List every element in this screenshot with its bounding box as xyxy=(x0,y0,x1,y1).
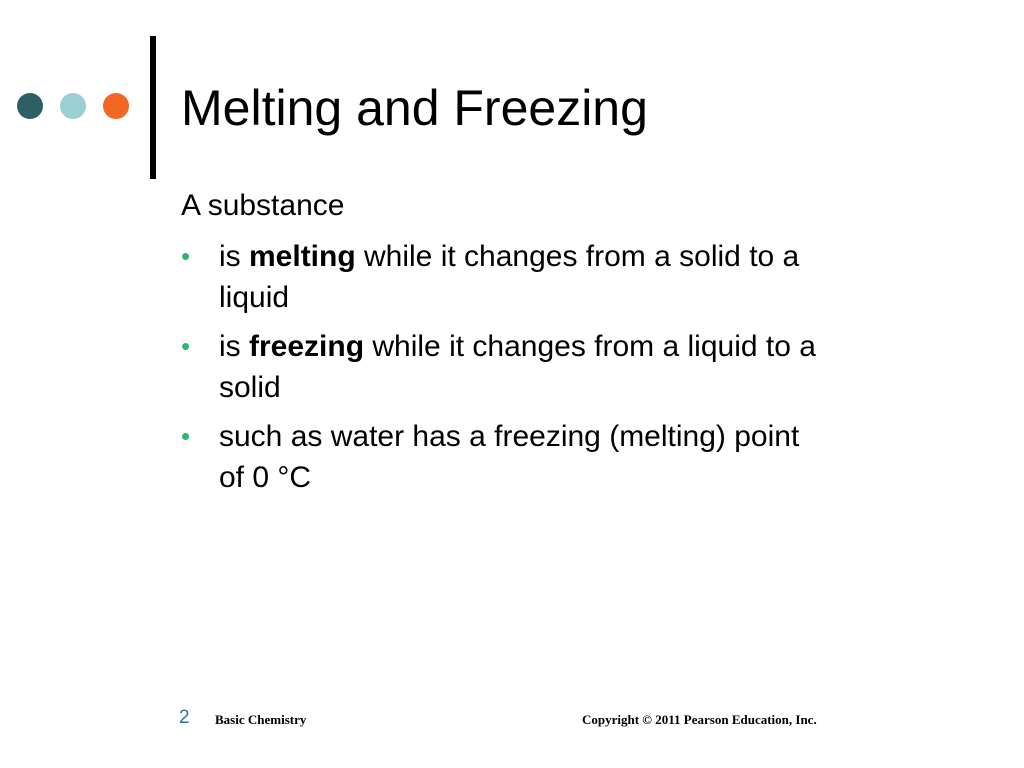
light-teal-dot-icon xyxy=(60,93,86,119)
bullet-icon: • xyxy=(181,331,191,361)
bullet-icon: • xyxy=(181,241,191,271)
bullet-item xyxy=(181,236,861,318)
orange-dot-icon xyxy=(103,93,129,119)
bullet-item xyxy=(181,326,861,408)
footer-copyright: Copyright © 2011 Pearson Education, Inc. xyxy=(582,712,817,727)
bullet-item xyxy=(181,416,861,498)
bullet-prefix: is xyxy=(219,330,249,363)
bullet-rest: while it changes from a liquid to a solid xyxy=(219,330,816,404)
bullet-list xyxy=(181,236,861,498)
bullet-prefix: such as water has a freezing (melting) point of 0 °C xyxy=(219,420,800,494)
slide-body xyxy=(181,186,861,506)
bullet-text xyxy=(219,236,819,318)
bullet-keyword: melting xyxy=(249,240,356,273)
slide-number: 2 xyxy=(179,707,190,728)
bullet-text xyxy=(219,326,819,408)
intro-text: A substance xyxy=(181,189,345,222)
footer-course-title: Basic Chemistry xyxy=(215,712,307,727)
bullet-text xyxy=(219,416,819,498)
dark-teal-dot-icon xyxy=(17,93,43,119)
title-divider-bar xyxy=(150,36,156,179)
bullet-prefix: is xyxy=(219,240,249,273)
bullet-rest: while it changes from a solid to a liquid xyxy=(219,240,800,314)
bullet-keyword: freezing xyxy=(249,330,365,363)
bullet-icon: • xyxy=(181,421,191,451)
slide-title: Melting and Freezing xyxy=(181,80,648,136)
